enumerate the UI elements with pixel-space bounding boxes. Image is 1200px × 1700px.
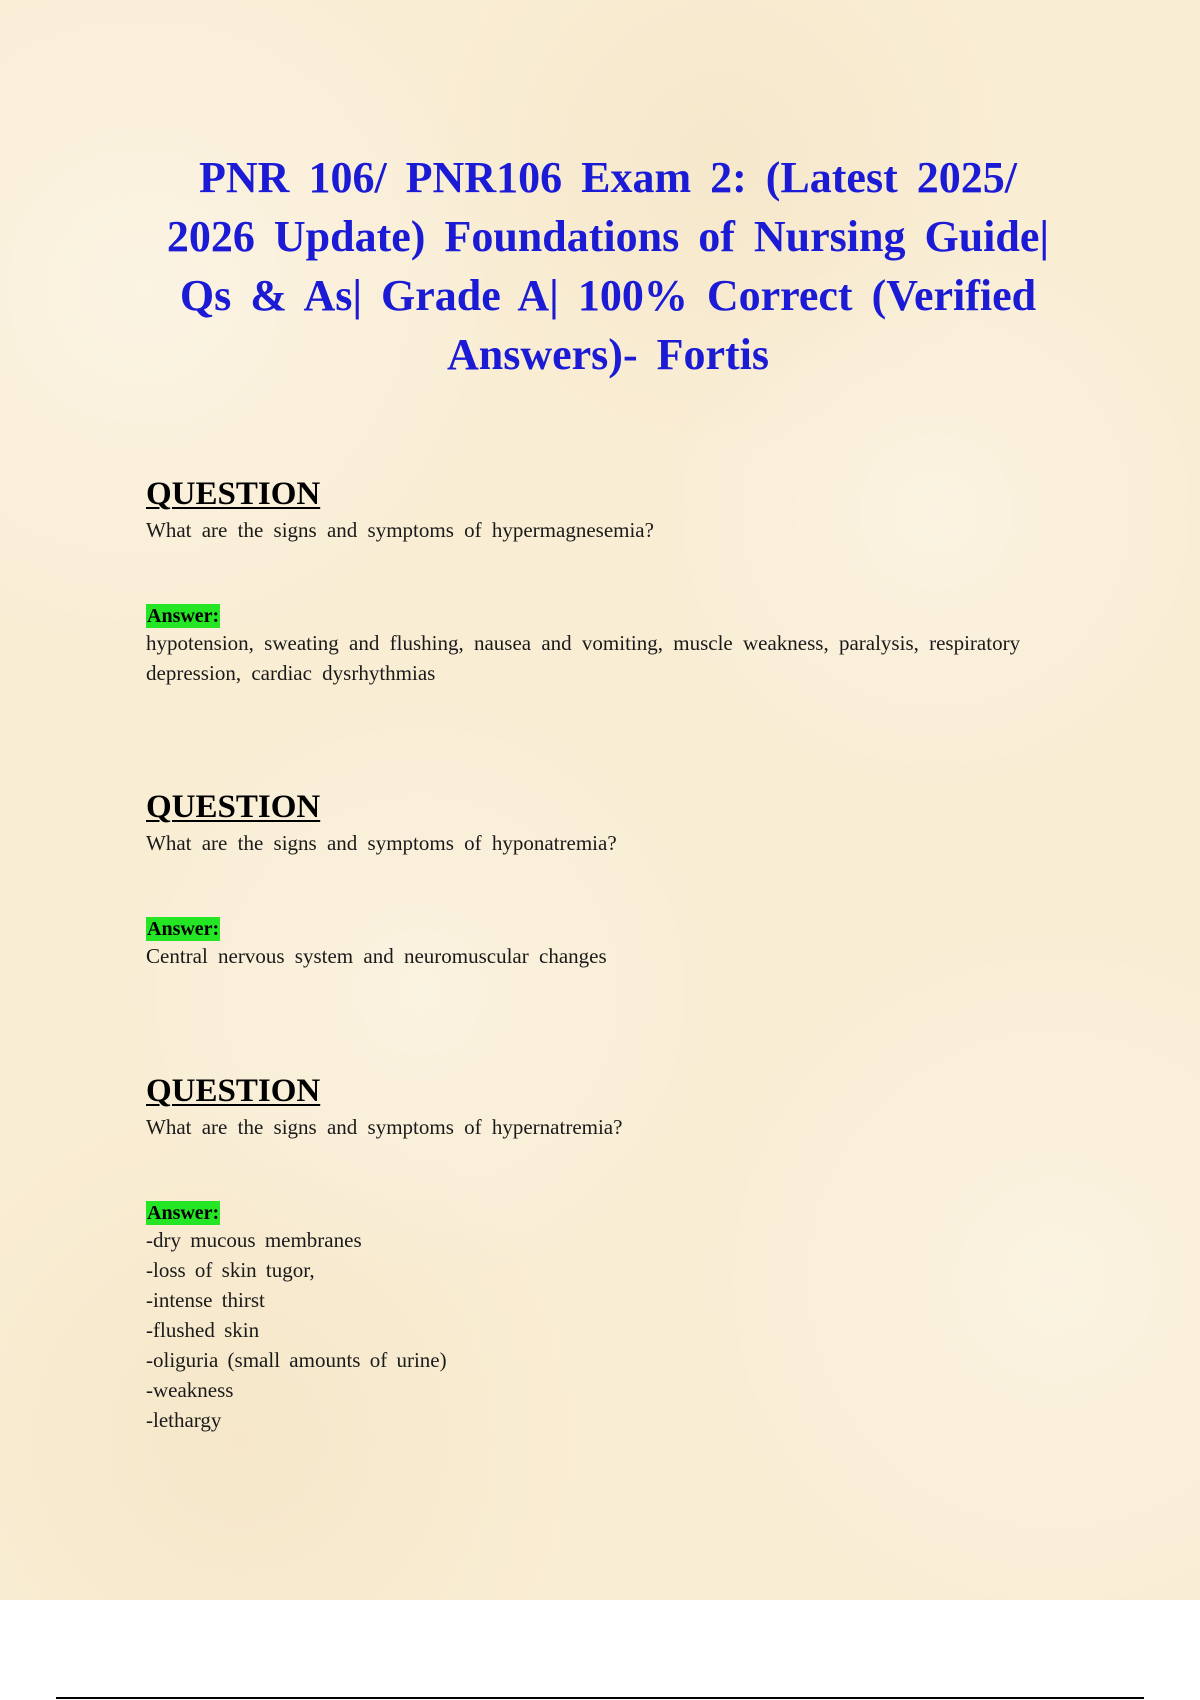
answer-text: hypotension, sweating and flushing, nausea and vomiting, muscle weakness, paralysis, respiratory depression, cardiac dysrhythmias — [146, 631, 1021, 685]
document-title: PNR 106/ PNR106 Exam 2: (Latest 2025/ 2026 Update) Foundations of Nursing Guide| Qs & As| Grade A| 100% Correct (Verified Answers)- Fortis — [166, 153, 1050, 379]
answer-line: -flushed skin — [146, 1318, 260, 1342]
answer-line: -oliguria (small amounts of urine) — [146, 1348, 447, 1372]
footer-divider — [56, 1697, 1144, 1699]
question-heading: QUESTION — [146, 1073, 321, 1109]
question-heading: QUESTION — [146, 476, 321, 512]
question-text: What are the signs and symptoms of hyponatremia? — [146, 831, 617, 855]
answer-line: -lethargy — [146, 1408, 222, 1432]
answer-block — [146, 604, 1066, 688]
answer-block — [146, 917, 1066, 971]
answer-line: -loss of skin tugor, — [146, 1258, 315, 1282]
answer-label: Answer: — [147, 1202, 220, 1224]
answer-line: -dry mucous membranes — [146, 1228, 362, 1252]
qa-item — [146, 1073, 1066, 1435]
answer-label: Answer: — [147, 605, 220, 627]
answer-list — [146, 1225, 1066, 1435]
answer-text: Central nervous system and neuromuscular changes — [146, 944, 607, 968]
qa-item — [146, 476, 1066, 688]
question-heading: QUESTION — [146, 789, 321, 825]
question-text: What are the signs and symptoms of hypermagnesemia? — [146, 518, 654, 542]
question-text: What are the signs and symptoms of hypernatremia? — [146, 1115, 623, 1139]
answer-block — [146, 1201, 1066, 1435]
answer-label: Answer: — [147, 918, 220, 940]
qa-item — [146, 789, 1066, 971]
answer-line: -weakness — [146, 1378, 234, 1402]
answer-line: -intense thirst — [146, 1288, 265, 1312]
